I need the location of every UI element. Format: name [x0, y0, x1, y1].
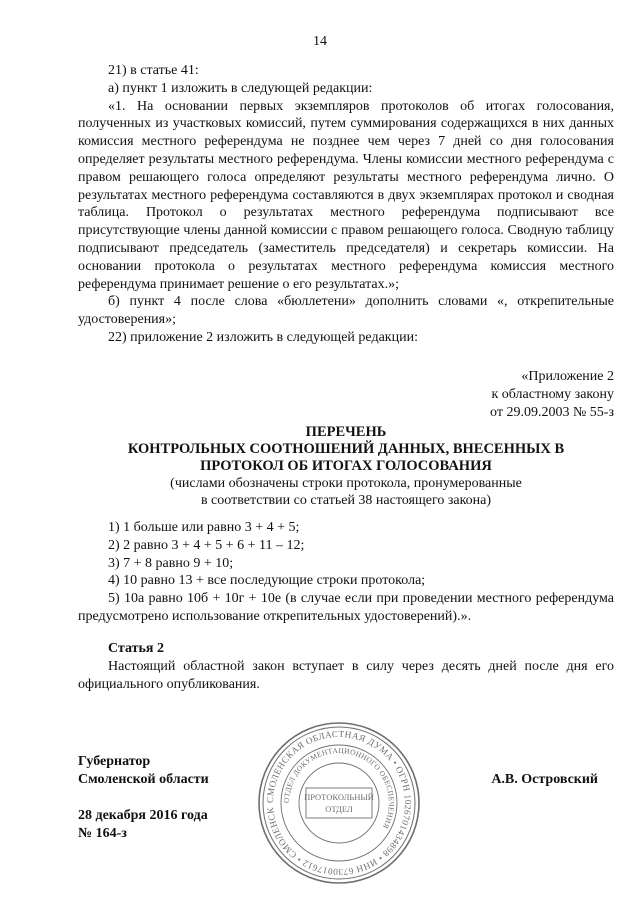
stamp-ring-text: СМОЛЕНСКАЯ ОБЛАСТНАЯ ДУМА • ОГРН 1026701434898 • ИНН 6730017612 • СМОЛЕНСК — [264, 728, 414, 878]
paragraph-clause-1: «1. На основании первых экземпляров протоколов об итогах голосования, полученных из участковых комиссий, путем суммирования содержащихся в них данных комиссия местного референдума не позднее чем через 7 дней со дня голосования определяет результаты местного референдума. Члены комиссии местного референдума с правом решающего голоса определяют результаты местного референдума лично. О результатах местного референдума составляются в двух экземплярах протокол и сводная таблица. Протокол о результатах местного референдума подписывают все присутствующие члены данной комиссии с правом решающего голоса. Сводную таблицу подписывают председатель (заместитель председателя) и секретарь комиссии. На основании протокола о результатах местного референдума комиссия местного референдума принимает решение о его результатах.»; — [78, 98, 614, 292]
stamp-center-line1: ПРОТОКОЛЬНЫЙ — [304, 792, 374, 802]
law-date-number — [78, 807, 208, 843]
paragraph-subitem-b: б) пункт 4 после слова «бюллетени» дополнить словами «, открепительные удостоверения»; — [78, 294, 614, 328]
appendix-reference — [78, 368, 614, 421]
signatory-position-line2: Смоленской области — [78, 772, 209, 787]
law-date: 28 декабря 2016 года — [78, 808, 208, 823]
list-subtitle-line1: (числами обозначены строки протокола, пронумерованные — [170, 476, 522, 491]
list-item: 2) 2 равно 3 + 4 + 5 + 6 + 11 – 12; — [108, 537, 305, 553]
list-title-line3: ПРОТОКОЛ ОБ ИТОГАХ ГОЛОСОВАНИЯ — [200, 458, 492, 474]
paragraph-item-22: 22) приложение 2 изложить в следующей редакции: — [108, 329, 418, 345]
list-item: 1) 1 больше или равно 3 + 4 + 5; — [108, 520, 300, 535]
list-title-line2: КОНТРОЛЬНЫХ СООТНОШЕНИЙ ДАННЫХ, ВНЕСЕННЫХ В — [127, 441, 565, 457]
law-number: № 164-з — [78, 826, 127, 841]
stamp-inner-ring-text: ОТДЕЛ ДОКУМЕНТАЦИОННОГО ОБЕСПЕЧЕНИЯ — [281, 745, 397, 831]
paragraph-item-21: 21) в статье 41: — [108, 63, 199, 78]
list-item: 4) 10 равно 13 + все последующие строки протокола; — [108, 573, 426, 589]
official-seal-stamp — [256, 720, 422, 886]
signatory-position — [78, 753, 209, 789]
stamp-center-line2: ОТДЕЛ — [325, 804, 353, 814]
article-2 — [78, 640, 614, 693]
list-subtitle-line2: в соответствии со статьей 38 настоящего закона) — [200, 493, 492, 508]
article-heading: Статья 2 — [108, 641, 164, 656]
list-title-line1: ПЕРЕЧЕНЬ — [305, 424, 387, 440]
control-relations-list — [78, 519, 614, 626]
page-number: 14 — [313, 34, 327, 49]
appendix-ref-line2: к областному закону — [491, 386, 614, 402]
signatory-name: А.В. Островский — [491, 772, 598, 787]
signatory-position-line1: Губернатор — [78, 754, 151, 769]
amendment-text — [78, 62, 614, 347]
appendix-ref-line3: от 29.09.2003 № 55-з — [490, 404, 614, 420]
list-title-block — [78, 424, 614, 509]
list-item: 5) 10а равно 10б + 10г + 10е (в случае если при проведении местного референдума предусмотрено использование открепительных удостоверений).». — [78, 591, 614, 624]
list-item: 3) 7 + 8 равно 9 + 10; — [108, 555, 234, 571]
appendix-ref-line1: «Приложение 2 — [521, 369, 614, 384]
article-text: Настоящий областной закон вступает в силу через десять дней после дня его официального опубликования. — [78, 658, 614, 692]
paragraph-subitem-a: а) пункт 1 изложить в следующей редакции: — [108, 80, 373, 96]
